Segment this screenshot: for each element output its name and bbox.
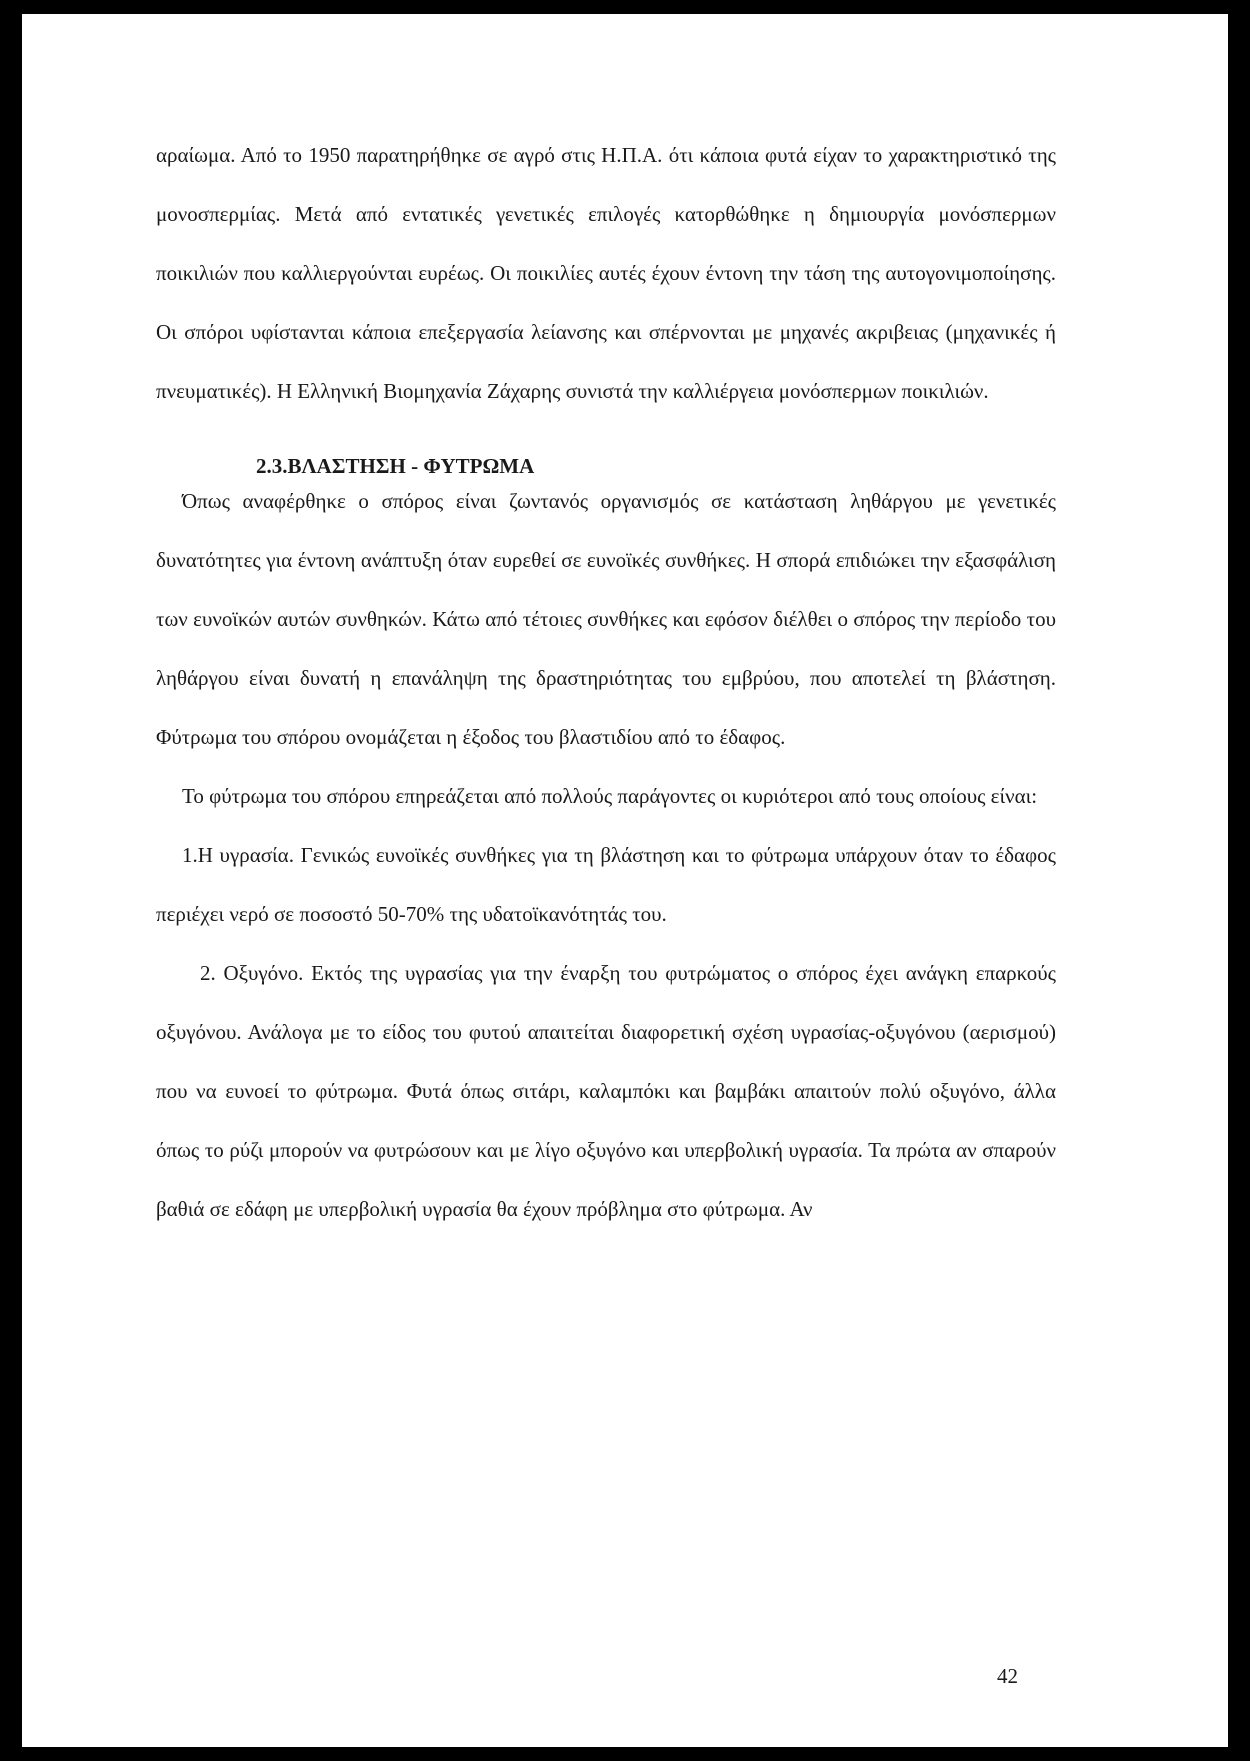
document-body [156,126,1056,1239]
page-number: 42 [997,1664,1018,1688]
document-page [22,14,1228,1747]
section-heading: 2.3.ΒΛΑΣΤΗΣΗ - ΦΥΤΡΩΜΑ [256,454,535,478]
paragraph-factor-humidity: 1.Η υγρασία. Γενικώς ευνοϊκές συνθήκες για τη βλάστηση και το φύτρωμα υπάρχουν όταν το έδαφος περιέχει νερό σε ποσοστό 50-70% της υδατοϊκανότητάς του. [156,843,1056,926]
paragraph-section-body: Όπως αναφέρθηκε ο σπόρος είναι ζωντανός οργανισμός σε κατάσταση ληθάργου με γενετικές δυνατότητες για έντονη ανάπτυξη όταν ευρεθεί σε ευνοϊκές συνθήκες. Η σπορά επιδιώκει την εξασφάλιση των ευνοϊκών αυτών συνθηκών. Κάτω από τέτοιες συνθήκες και εφόσον διέλθει ο σπόρος την περίοδο του ληθάργου είναι δυνατή η επανάληψη της δραστηριότητας του εμβρύου, που αποτελεί τη βλάστηση. Φύτρωμα του σπόρου ονομάζεται η έξοδος του βλαστιδίου από το έδαφος. [156,489,1056,749]
paragraph-factors-intro: Το φύτρωμα του σπόρου επηρεάζεται από πολλούς παράγοντες οι κυριότεροι από τους οποίους είναι: [182,784,1038,808]
paragraph-intro: αραίωμα. Από το 1950 παρατηρήθηκε σε αγρό στις Η.Π.Α. ότι κάποια φυτά είχαν το χαρακτηριστικό της μονοσπερμίας. Μετά από εντατικές γενετικές επιλογές κατορθώθηκε η δημιουργία μονόσπερμων ποικιλιών που καλλιεργούνται ευρέως. Οι ποικιλίες αυτές έχουν έντονη την τάση της αυτογονιμοποίησης. Οι σπόροι υφίστανται κάποια επεξεργασία λείανσης και σπέρνονται με μηχανές ακριβειας (μηχανικές ή πνευματικές). Η Ελληνική Βιομηχανία Ζάχαρης συνιστά την καλλιέργεια μονόσπερμων ποικιλιών. [156,143,1056,403]
paragraph-factor-oxygen: 2. Οξυγόνο. Εκτός της υγρασίας για την έναρξη του φυτρώματος ο σπόρος έχει ανάγκη επαρκούς οξυγόνου. Ανάλογα με το είδος του φυτού απαιτείται διαφορετική σχέση υγρασίας-οξυγόνου (αερισμού) που να ευνοεί το φύτρωμα. Φυτά όπως σιτάρι, καλαμπόκι και βαμβάκι απαιτούν πολύ οξυγόνο, άλλα όπως το ρύζι μπορούν να φυτρώσουν και με λίγο οξυγόνο και υπερβολική υγρασία. Τα πρώτα αν σπαρούν βαθιά σε εδάφη με υπερβολική υγρασία θα έχουν πρόβλημα στο φύτρωμα. Αν [156,961,1056,1221]
